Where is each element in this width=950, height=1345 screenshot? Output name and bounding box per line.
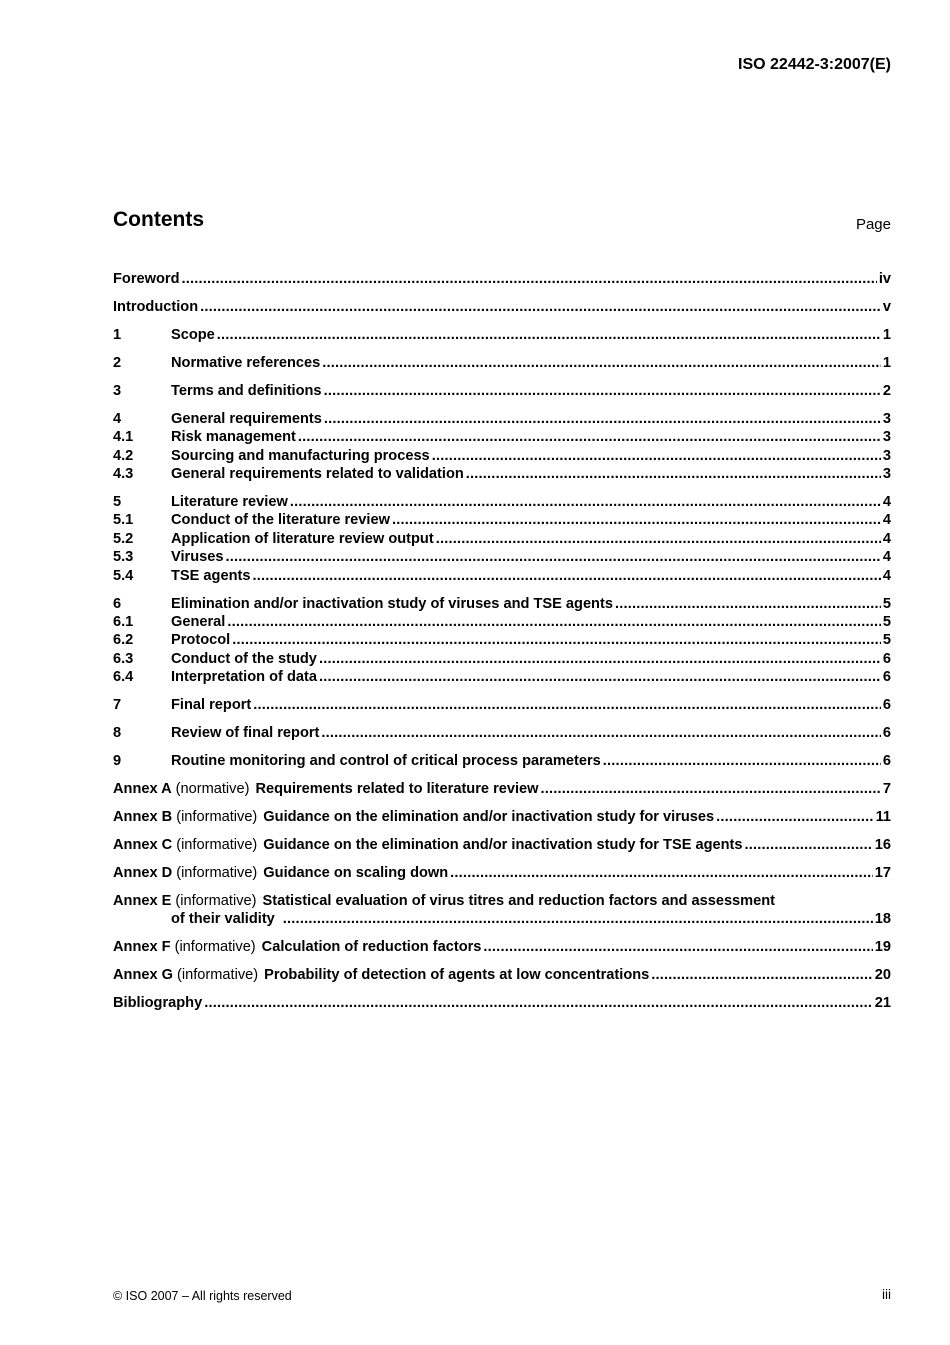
annex-type: (informative) (177, 967, 259, 984)
toc-entry-page: 5 (882, 614, 891, 631)
footer-page-number: iii (882, 1287, 891, 1302)
toc-entry-title-line1: Statistical evaluation of virus titres and reduction factors and assessment (262, 893, 776, 910)
toc-entry-general[interactable] (113, 613, 891, 631)
annex-label: Annex C (113, 837, 173, 854)
toc-entry-annex-d[interactable] (113, 864, 891, 882)
toc-entry-review-final-report[interactable] (113, 724, 891, 742)
toc-entry-page: 3 (882, 466, 891, 483)
toc-entry-protocol[interactable] (113, 631, 891, 649)
toc-entry-page: 1 (882, 354, 891, 371)
toc-leader-dots (283, 910, 873, 928)
toc-entry-number: 6.4 (113, 669, 134, 686)
toc-entry-number: 7 (113, 697, 122, 714)
toc-entry-number: 5.4 (113, 567, 134, 584)
toc-leader-dots (324, 410, 881, 428)
toc-entry-page: 17 (874, 865, 891, 882)
document-id: ISO 22442-3:2007(E) (738, 56, 891, 73)
toc-entry-page: 7 (882, 781, 891, 798)
toc-entry-number: 6.3 (113, 650, 134, 667)
page-column-label: Page (855, 216, 891, 233)
toc-leader-dots (716, 808, 873, 826)
toc-entry-page: 3 (882, 410, 891, 427)
annex-type: (informative) (176, 837, 258, 854)
toc-entry-number: 8 (113, 725, 122, 742)
toc-leader-dots (227, 613, 881, 631)
toc-header (113, 208, 891, 238)
toc-entry-interpretation[interactable] (113, 668, 891, 686)
toc-entry-page: 6 (882, 725, 891, 742)
toc-entry-annex-e[interactable] (113, 892, 891, 929)
toc-leader-dots (217, 326, 881, 344)
toc-entry-annex-a[interactable] (113, 780, 891, 798)
toc-entry-risk-management[interactable] (113, 428, 891, 446)
toc-leader-dots (290, 493, 881, 511)
toc-entry-conduct-study[interactable] (113, 650, 891, 668)
toc-entry-title: Application of literature review output (171, 530, 434, 547)
toc-entry-title: Requirements related to literature review (255, 781, 539, 798)
toc-entry-title: Literature review (171, 494, 288, 511)
toc-entry-page: 5 (882, 632, 891, 649)
toc-entry-page: 4 (882, 549, 891, 566)
toc-entry-page: 6 (882, 650, 891, 667)
toc-entry-page: 3 (882, 429, 891, 446)
toc-entry-general-requirements[interactable] (113, 410, 891, 428)
toc-leader-dots (603, 752, 881, 770)
toc-entry-page: v (882, 298, 891, 315)
toc-entry-final-report[interactable] (113, 696, 891, 714)
annex-label: Annex E (113, 893, 172, 910)
toc-leader-dots (181, 270, 876, 288)
toc-entry-page: iv (878, 271, 891, 287)
toc-leader-dots (200, 298, 881, 316)
toc-entry-page: 4 (882, 494, 891, 511)
toc-entry-conduct-literature-review[interactable] (113, 511, 891, 529)
contents-title: Contents (113, 208, 204, 231)
toc-entry-number: 4 (113, 410, 122, 427)
toc-leader-dots (324, 382, 881, 400)
toc-entry-application-output[interactable] (113, 530, 891, 548)
toc-leader-dots (319, 668, 881, 686)
toc-entry-title: Elimination and/or inactivation study of viruses and TSE agents (171, 595, 613, 612)
toc-entry-scope[interactable] (113, 326, 891, 344)
toc-entry-number: 6.1 (113, 614, 134, 631)
toc-entry-literature-review[interactable] (113, 493, 891, 511)
toc-entry-annex-f[interactable] (113, 938, 891, 956)
toc-entry-number: 4.1 (113, 429, 134, 446)
toc-entry-annex-c[interactable] (113, 836, 891, 854)
toc-leader-dots (745, 836, 873, 854)
toc-leader-dots (432, 447, 881, 465)
toc-entry-sourcing[interactable] (113, 447, 891, 465)
toc-entry-title: Risk management (171, 429, 296, 446)
toc-leader-dots (225, 548, 880, 566)
toc-entry-title: General (171, 614, 226, 631)
toc-entry-normative-references[interactable] (113, 354, 891, 372)
toc-entry-page: 4 (882, 530, 891, 547)
toc-leader-dots (319, 650, 881, 668)
toc-entry-number: 5.2 (113, 530, 134, 547)
toc-entry-title: Probability of detection of agents at low concentrations (264, 967, 650, 984)
toc-entry-viruses[interactable] (113, 548, 891, 566)
toc-entry-page: 19 (874, 939, 891, 956)
toc-entry-elimination-study[interactable] (113, 595, 891, 613)
toc-entry-number: 5.3 (113, 549, 134, 566)
toc-entry-bibliography[interactable] (113, 994, 891, 1012)
toc-entry-title: Guidance on the elimination and/or inactivation study for TSE agents (263, 837, 743, 854)
toc-entry-page: 4 (882, 512, 891, 529)
toc-entry-number: 4.2 (113, 447, 134, 464)
toc-entry-tse-agents[interactable] (113, 567, 891, 585)
annex-type: (informative) (174, 939, 256, 956)
toc-entry-page: 18 (874, 911, 891, 928)
toc-entry-introduction[interactable] (113, 298, 891, 316)
toc-leader-dots (450, 864, 873, 882)
toc-entry-number: 5.1 (113, 512, 134, 529)
annex-label: Annex G (113, 967, 174, 984)
toc-leader-dots (483, 938, 872, 956)
toc-leader-dots (321, 724, 880, 742)
toc-leader-dots (541, 780, 881, 798)
toc-entry-title: Review of final report (171, 725, 320, 742)
toc-entry-page: 6 (882, 669, 891, 686)
annex-label: Annex F (113, 939, 171, 956)
toc-entry-title: Interpretation of data (171, 669, 317, 686)
toc-entry-annex-g[interactable] (113, 966, 891, 984)
toc-entry-title: Final report (171, 697, 252, 714)
toc-leader-dots (615, 595, 881, 613)
toc-entry-title: Conduct of the literature review (171, 512, 390, 529)
annex-label: Annex A (113, 781, 172, 798)
toc-leader-dots (322, 354, 881, 372)
toc-leader-dots (298, 428, 881, 446)
toc-entry-number: 5 (113, 494, 122, 511)
annex-type: (informative) (175, 893, 257, 910)
toc-entry-page: 6 (882, 753, 891, 770)
toc-entry-page: 3 (882, 447, 891, 464)
toc-entry-title: Viruses (171, 549, 224, 566)
toc-entry-page: 1 (882, 326, 891, 343)
toc-entry-title: Bibliography (113, 995, 203, 1012)
annex-type: (normative) (175, 781, 250, 798)
toc-leader-dots (392, 511, 881, 529)
toc-entry-title: Introduction (113, 298, 199, 315)
toc-entry-page: 11 (875, 809, 891, 826)
annex-type: (informative) (176, 865, 258, 882)
toc-entry-title-line2: of their validity (171, 911, 275, 928)
toc-entry-title: Foreword (113, 271, 180, 287)
toc-entry-validation-requirements[interactable] (113, 465, 891, 483)
annex-label: Annex D (113, 865, 173, 882)
toc-entry-page: 20 (874, 967, 891, 984)
toc-entry-number: 3 (113, 382, 122, 399)
toc-entry-number: 9 (113, 753, 122, 770)
toc-entry-page: 21 (874, 995, 891, 1012)
toc-entry-page: 2 (882, 382, 891, 399)
toc-entry-title: Protocol (171, 632, 231, 649)
toc-entry-number: 4.3 (113, 466, 134, 483)
toc-entry-page: 6 (882, 697, 891, 714)
toc-entry-number: 6 (113, 595, 122, 612)
toc-entry-title: TSE agents (171, 567, 251, 584)
footer-copyright: © ISO 2007 – All rights reserved (113, 1289, 292, 1303)
toc-entry-foreword[interactable] (113, 270, 891, 288)
toc-entry-number: 1 (113, 326, 122, 343)
toc-entry-routine-monitoring[interactable] (113, 752, 891, 770)
toc-entry-title: General requirements related to validation (171, 466, 464, 483)
toc-entry-title: General requirements (171, 410, 322, 427)
toc-leader-dots (466, 465, 881, 483)
toc-leader-dots (204, 994, 873, 1012)
toc-leader-dots (253, 696, 881, 714)
toc-entry-title: Conduct of the study (171, 650, 317, 667)
toc-entry-title: Guidance on the elimination and/or inactivation study for viruses (263, 809, 715, 826)
toc-entry-page: 4 (882, 567, 891, 584)
annex-label: Annex B (113, 809, 173, 826)
toc-entry-page: 16 (874, 837, 891, 854)
toc-entry-terms-definitions[interactable] (113, 382, 891, 400)
toc-leader-dots (232, 631, 881, 649)
toc-entry-title: Guidance on scaling down (263, 865, 449, 882)
toc-leader-dots (651, 966, 873, 984)
toc-entry-title: Scope (171, 326, 215, 343)
toc-entry-title: Terms and definitions (171, 382, 322, 399)
annex-type: (informative) (176, 809, 258, 826)
toc-entry-title: Sourcing and manufacturing process (171, 447, 430, 464)
toc-entry-number: 2 (113, 354, 122, 371)
table-of-contents (113, 270, 891, 1013)
toc-leader-dots (436, 530, 881, 548)
toc-entry-annex-b[interactable] (113, 808, 891, 826)
toc-leader-dots (252, 567, 880, 585)
toc-entry-title: Calculation of reduction factors (261, 939, 482, 956)
toc-entry-title: Normative references (171, 354, 321, 371)
toc-entry-page: 5 (882, 595, 891, 612)
toc-entry-title: Routine monitoring and control of critical process parameters (171, 753, 601, 770)
toc-entry-number: 6.2 (113, 632, 134, 649)
